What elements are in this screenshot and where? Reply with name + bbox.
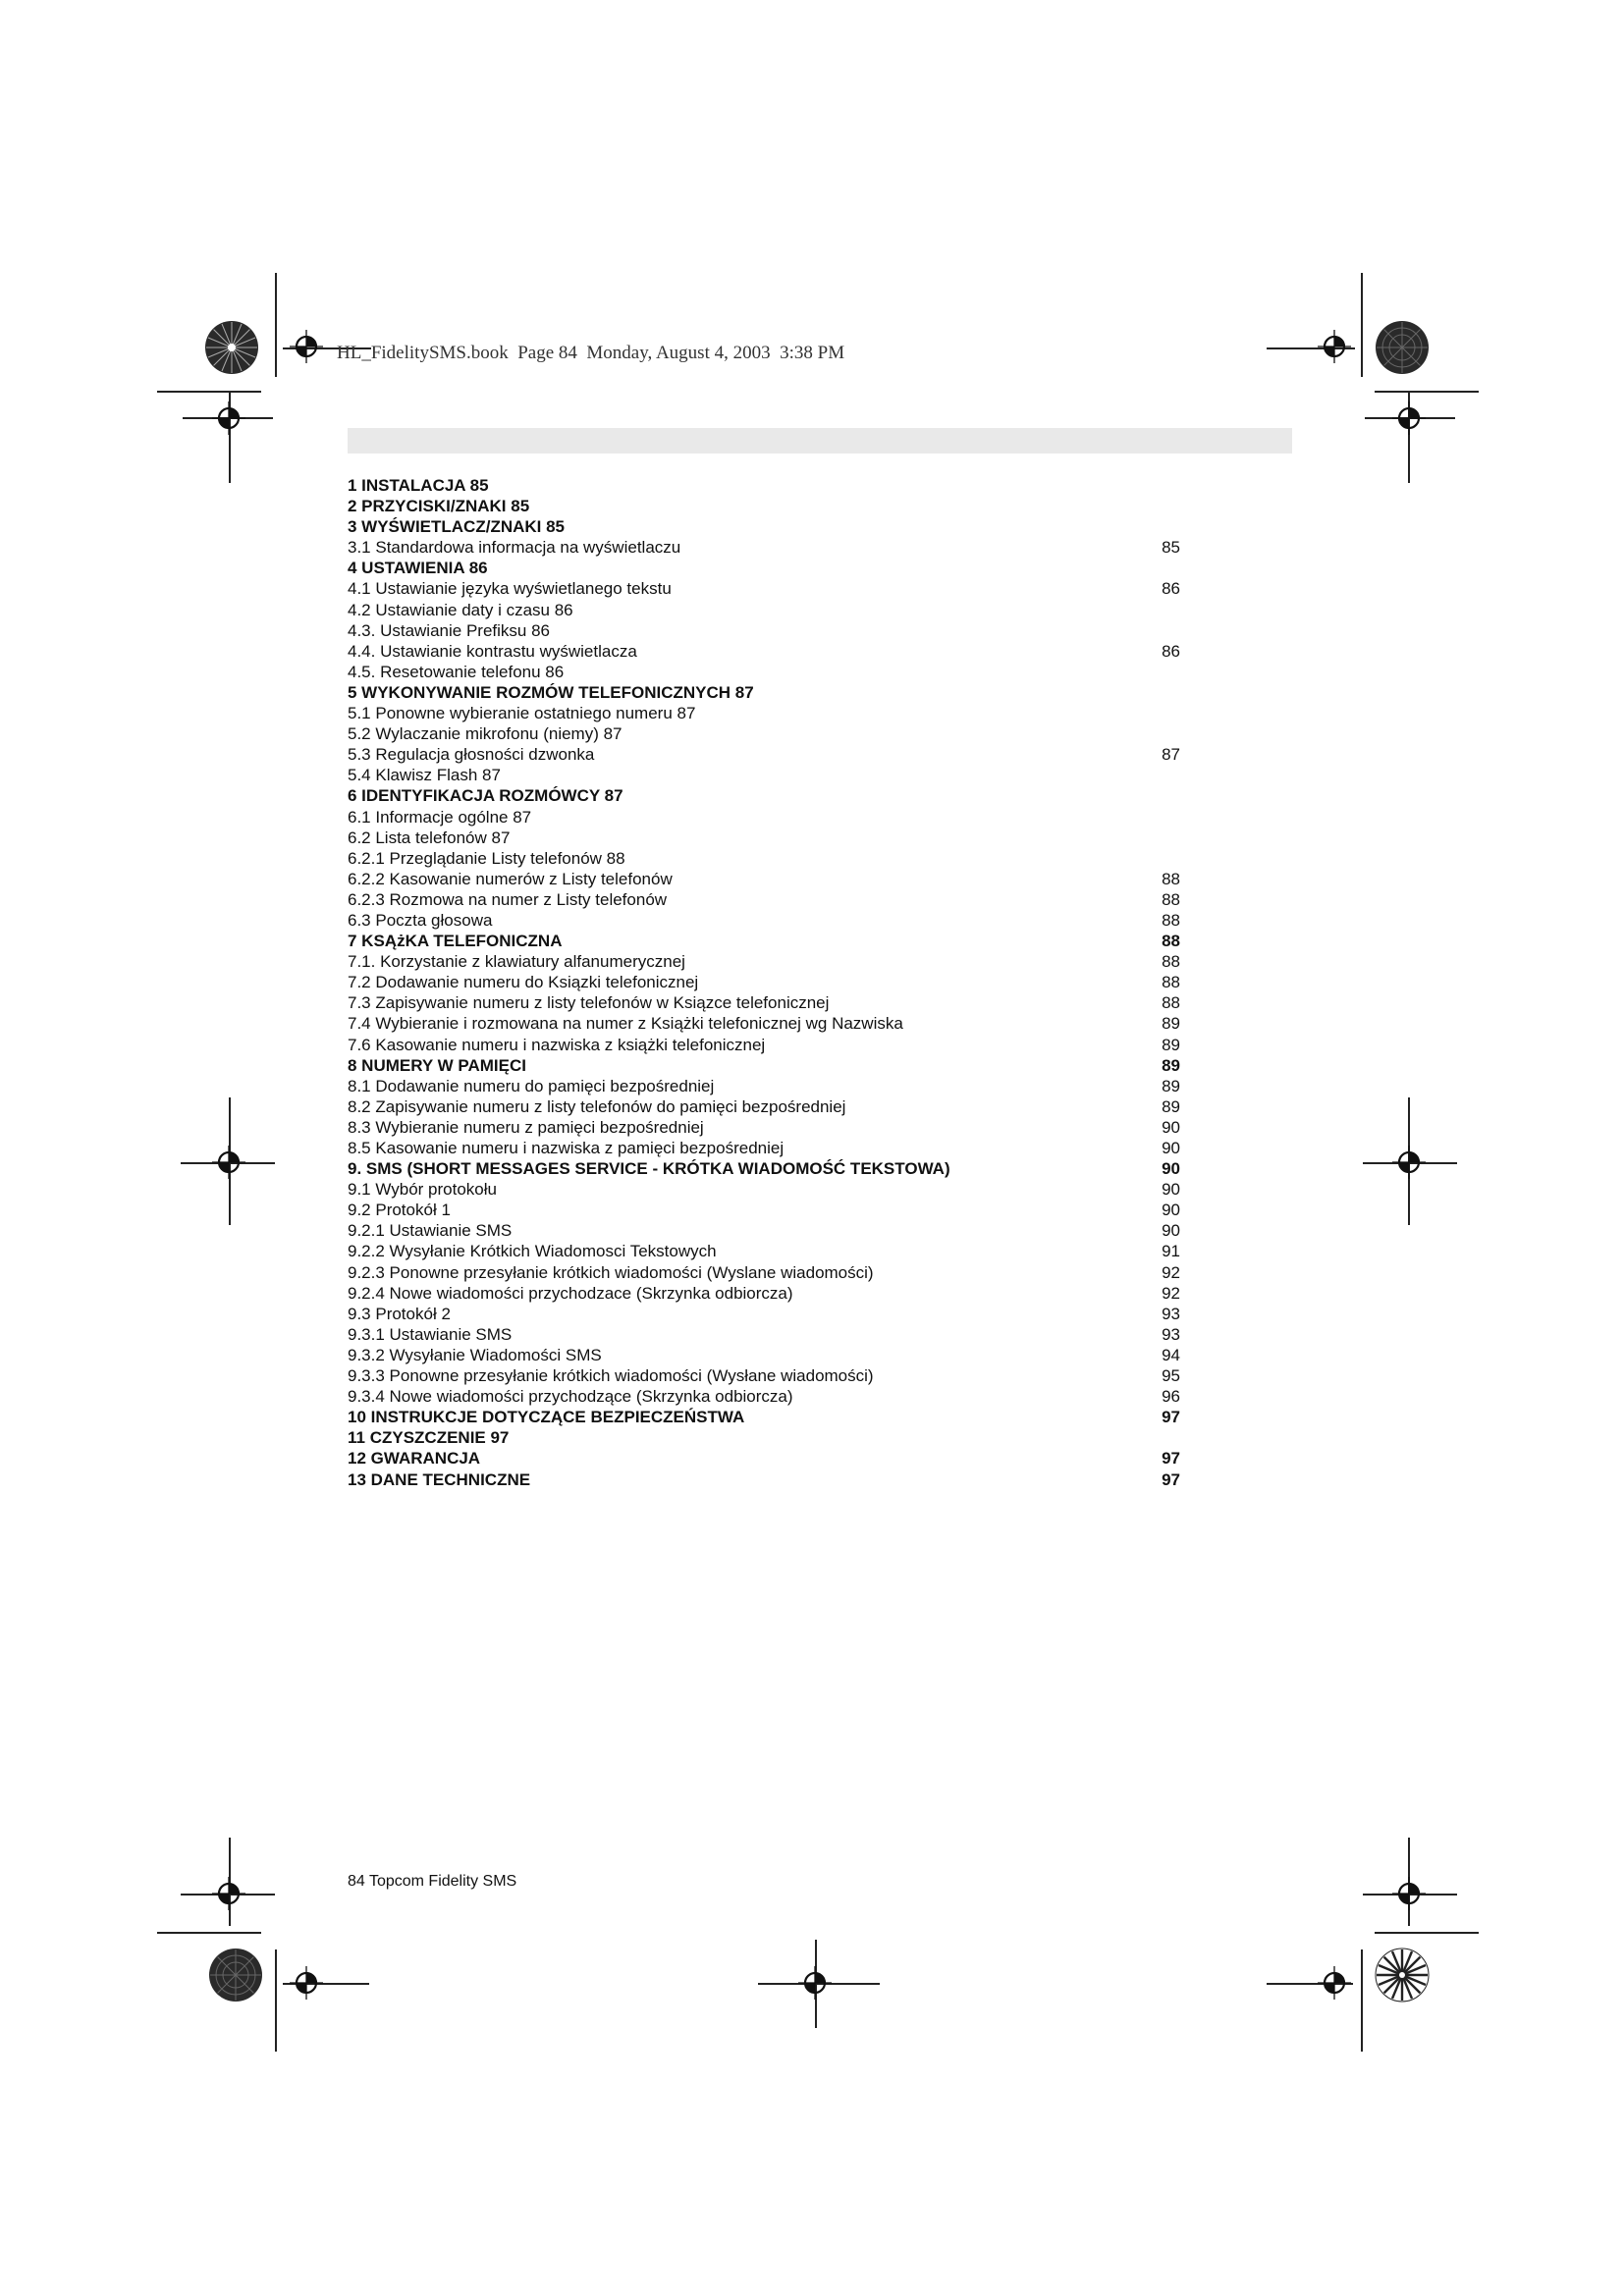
toc-entry	[348, 558, 1180, 578]
toc-entry	[348, 600, 1180, 620]
toc-entry-title: 9.2 Protokół 1	[348, 1201, 451, 1220]
toc-entry	[348, 620, 1180, 641]
toc-entry-title: 9.2.1 Ustawianie SMS	[348, 1221, 513, 1241]
toc-entry-page: 88	[1162, 993, 1180, 1013]
toc-entry-page: 90	[1162, 1221, 1180, 1241]
toc-entry	[348, 1117, 1180, 1138]
toc-entry-page: 89	[1162, 1055, 1180, 1075]
toc-entry-title: 5.3 Regulacja głosności dzwonka	[348, 745, 595, 765]
toc-entry-title: 9.3.3 Ponowne przesyłanie krótkich wiadomości (Wysłane wiadomości)	[348, 1366, 874, 1386]
toc-entry-title: 7.2 Dodawanie numeru do Ksiązki telefonicznej	[348, 973, 699, 992]
toc-entry-title: 9. SMS (SHORT MESSAGES SERVICE - KRÓTKA WIADOMOŚĆ TEKSTOWA)	[348, 1159, 950, 1179]
toc-entry-page: 89	[1162, 1096, 1180, 1116]
toc-entry-page: 88	[1162, 952, 1180, 972]
toc-entry	[348, 537, 1180, 558]
registration-target-icon	[1318, 1966, 1351, 2000]
registration-target-icon	[1318, 330, 1351, 363]
sunburst-rosette-icon	[208, 1948, 263, 2002]
toc-entry	[348, 1283, 1180, 1304]
toc-entry-title: 1 INSTALACJA 85	[348, 476, 489, 495]
toc-entry-title: 7.6 Kasowanie numeru i nazwiska z książki telefonicznej	[348, 1035, 766, 1054]
sunburst-rosette-icon	[1375, 320, 1430, 375]
toc-entry-page: 91	[1162, 1242, 1180, 1261]
toc-entry-title: 7 KSĄżKA TELEFONICZNA	[348, 932, 563, 951]
toc-entry	[348, 682, 1180, 703]
toc-entry-page: 89	[1162, 1014, 1180, 1034]
registration-target-icon	[290, 330, 323, 363]
toc-entry	[348, 1448, 1180, 1468]
toc-entry-page: 96	[1162, 1387, 1180, 1407]
toc-entry-page: 88	[1162, 869, 1180, 888]
toc-entry	[348, 1220, 1180, 1241]
toc-entry-page: 87	[1162, 745, 1180, 765]
registration-target-icon	[1392, 1877, 1426, 1910]
toc-entry	[348, 1158, 1180, 1179]
toc-entry-title: 9.3.4 Nowe wiadomości przychodzące (Skrzynka odbiorcza)	[348, 1387, 793, 1407]
toc-entry-title: 9.1 Wybór protokołu	[348, 1180, 497, 1200]
toc-entry	[348, 1345, 1180, 1365]
toc-entry-page: 97	[1162, 1449, 1180, 1468]
toc-entry-title: 9.2.4 Nowe wiadomości przychodzace (Skrzynka odbiorcza)	[348, 1283, 793, 1303]
crop-mark	[275, 1949, 277, 2052]
toc-entry-page: 92	[1162, 1283, 1180, 1303]
toc-entry	[348, 516, 1180, 537]
toc-entry	[348, 744, 1180, 765]
toc-entry-title: 6.1 Informacje ogólne 87	[348, 807, 532, 827]
toc-entry	[348, 828, 1180, 848]
toc-entry-title: 3 WYŚWIETLACZ/ZNAKI 85	[348, 517, 566, 537]
toc-entry-title: 7.4 Wybieranie i rozmowana na numer z Książki telefonicznej wg Nazwiska	[348, 1014, 903, 1034]
toc-entry-title: 13 DANE TECHNICZNE	[348, 1469, 531, 1489]
toc-entry	[348, 1138, 1180, 1158]
toc-entry	[348, 951, 1180, 972]
toc-entry	[348, 785, 1180, 806]
toc-entry	[348, 992, 1180, 1013]
toc-entry-page: 85	[1162, 538, 1180, 558]
crop-mark	[1375, 1932, 1479, 1934]
toc-entry-title: 7.3 Zapisywanie numeru z listy telefonów w Ksiązce telefonicznej	[348, 993, 830, 1013]
toc-entry-page: 88	[1162, 889, 1180, 909]
toc-entry-title: 2 PRZYCISKI/ZNAKI 85	[348, 497, 530, 516]
toc-entry-page: 90	[1162, 1159, 1180, 1179]
toc-entry-page: 95	[1162, 1366, 1180, 1386]
sunburst-rosette-icon	[204, 320, 259, 375]
toc-entry-title: 10 INSTRUKCJE DOTYCZĄCE BEZPIECZEŃSTWA	[348, 1408, 745, 1427]
registration-target-icon	[212, 401, 245, 435]
crop-mark	[1375, 391, 1479, 393]
toc-entry	[348, 889, 1180, 910]
toc-entry	[348, 1365, 1180, 1386]
header-band	[348, 428, 1292, 454]
registration-target-icon	[290, 1966, 323, 2000]
toc-entry-title: 6.2 Lista telefonów 87	[348, 828, 511, 847]
toc-entry-title: 9.2.2 Wysyłanie Krótkich Wiadomosci Tekstowych	[348, 1242, 717, 1261]
toc-entry	[348, 1386, 1180, 1407]
toc-entry-title: 8.2 Zapisywanie numeru z listy telefonów do pamięci bezpośredniej	[348, 1096, 846, 1116]
toc-entry	[348, 723, 1180, 744]
toc-entry-title: 6.3 Poczta głosowa	[348, 910, 493, 930]
toc-entry-page: 86	[1162, 641, 1180, 661]
toc-entry-title: 3.1 Standardowa informacja na wyświetlaczu	[348, 538, 681, 558]
toc-entry	[348, 869, 1180, 889]
toc-entry	[348, 807, 1180, 828]
print-slug: HL_FidelitySMS.book Page 84 Monday, August 4, 2003 3:38 PM	[337, 343, 845, 363]
toc-entry-page: 92	[1162, 1262, 1180, 1282]
toc-entry	[348, 931, 1180, 951]
toc-entry-title: 9.3 Protokół 2	[348, 1304, 451, 1323]
toc-entry	[348, 1096, 1180, 1117]
toc-entry-page: 93	[1162, 1324, 1180, 1344]
toc-entry-title: 4.1 Ustawianie języka wyświetlanego tekstu	[348, 579, 672, 599]
toc-entry-title: 9.2.3 Ponowne przesyłanie krótkich wiadomości (Wyslane wiadomości)	[348, 1262, 874, 1282]
toc-entry-page: 97	[1162, 1408, 1180, 1427]
toc-entry	[348, 578, 1180, 599]
crop-mark	[275, 273, 277, 377]
toc-entry	[348, 765, 1180, 785]
toc-entry	[348, 1013, 1180, 1034]
crop-mark	[1361, 273, 1363, 377]
registration-target-icon	[1392, 401, 1426, 435]
toc-entry-title: 4.2 Ustawianie daty i czasu 86	[348, 600, 573, 619]
table-of-contents	[348, 475, 1180, 1490]
toc-entry	[348, 475, 1180, 496]
toc-entry-page: 90	[1162, 1117, 1180, 1137]
toc-entry	[348, 1200, 1180, 1220]
toc-entry	[348, 910, 1180, 931]
toc-entry-title: 4 USTAWIENIA 86	[348, 559, 488, 578]
registration-target-icon	[798, 1966, 832, 2000]
toc-entry-title: 6.2.2 Kasowanie numerów z Listy telefonów	[348, 869, 673, 888]
toc-entry	[348, 972, 1180, 992]
crop-mark	[157, 391, 261, 393]
toc-entry	[348, 496, 1180, 516]
toc-entry	[348, 641, 1180, 662]
toc-entry-title: 8.3 Wybieranie numeru z pamięci bezpośredniej	[348, 1117, 704, 1137]
toc-entry-page: 94	[1162, 1345, 1180, 1364]
toc-entry-title: 4.4. Ustawianie kontrastu wyświetlacza	[348, 641, 637, 661]
toc-entry-title: 11 CZYSZCZENIE 97	[348, 1428, 510, 1448]
toc-entry-title: 8 NUMERY W PAMIĘCI	[348, 1055, 526, 1075]
toc-entry-title: 4.5. Resetowanie telefonu 86	[348, 662, 565, 681]
toc-entry-page: 88	[1162, 910, 1180, 930]
toc-entry-title: 6.2.3 Rozmowa na numer z Listy telefonów	[348, 889, 668, 909]
toc-entry-title: 5 WYKONYWANIE ROZMÓW TELEFONICZNYCH 87	[348, 682, 754, 702]
toc-entry-title: 5.4 Klawisz Flash 87	[348, 766, 501, 785]
crop-mark	[157, 1932, 261, 1934]
toc-entry-page: 89	[1162, 1076, 1180, 1095]
toc-entry-title: 4.3. Ustawianie Prefiksu 86	[348, 620, 550, 640]
toc-entry	[348, 1304, 1180, 1324]
crop-mark	[1361, 1949, 1363, 2052]
toc-entry	[348, 1262, 1180, 1283]
toc-entry-title: 9.3.1 Ustawianie SMS	[348, 1324, 513, 1344]
toc-entry	[348, 703, 1180, 723]
toc-entry	[348, 1179, 1180, 1200]
toc-entry-title: 5.2 Wylaczanie mikrofonu (niemy) 87	[348, 724, 623, 744]
toc-entry-page: 97	[1162, 1469, 1180, 1489]
toc-entry	[348, 662, 1180, 682]
toc-entry-page: 88	[1162, 973, 1180, 992]
toc-entry	[348, 1427, 1180, 1448]
toc-entry-title: 12 GWARANCJA	[348, 1449, 481, 1468]
toc-entry	[348, 1407, 1180, 1427]
toc-entry	[348, 848, 1180, 869]
sunburst-rosette-icon	[1375, 1948, 1430, 2002]
toc-entry-title: 9.3.2 Wysyłanie Wiadomości SMS	[348, 1345, 602, 1364]
toc-entry-title: 6 IDENTYFIKACJA ROZMÓWCY 87	[348, 786, 623, 806]
toc-entry-page: 88	[1162, 932, 1180, 951]
toc-entry-page: 90	[1162, 1180, 1180, 1200]
toc-entry-title: 5.1 Ponowne wybieranie ostatniego numeru 87	[348, 704, 696, 723]
toc-entry-title: 8.1 Dodawanie numeru do pamięci bezpośredniej	[348, 1076, 715, 1095]
toc-entry	[348, 1076, 1180, 1096]
registration-target-icon	[1392, 1146, 1426, 1179]
toc-entry-title: 8.5 Kasowanie numeru i nazwiska z pamięci bezpośredniej	[348, 1139, 785, 1157]
toc-entry-page: 90	[1162, 1201, 1180, 1220]
toc-entry-page: 93	[1162, 1304, 1180, 1323]
toc-entry-page: 89	[1162, 1035, 1180, 1054]
registration-target-icon	[212, 1877, 245, 1910]
toc-entry	[348, 1324, 1180, 1345]
toc-entry-title: 6.2.1 Przeglądanie Listy telefonów 88	[348, 848, 625, 868]
toc-entry	[348, 1241, 1180, 1261]
toc-entry-page: 86	[1162, 579, 1180, 599]
toc-entry	[348, 1469, 1180, 1490]
toc-entry	[348, 1035, 1180, 1055]
toc-entry-page: 90	[1162, 1139, 1180, 1157]
toc-entry-title: 7.1. Korzystanie z klawiatury alfanumerycznej	[348, 952, 685, 972]
toc-entry	[348, 1055, 1180, 1076]
registration-target-icon	[212, 1146, 245, 1179]
page-footer: 84 Topcom Fidelity SMS	[348, 1873, 517, 1890]
